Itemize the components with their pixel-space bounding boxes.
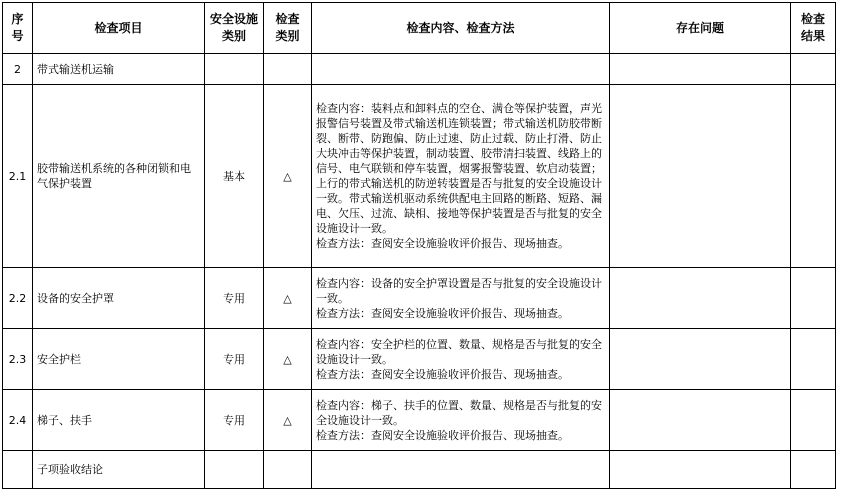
row-category: 基本 xyxy=(205,85,264,268)
row-item: 安全护栏 xyxy=(33,329,205,390)
row-no: 2.1 xyxy=(3,85,33,268)
row-item: 梯子、扶手 xyxy=(33,390,205,451)
row-item: 胶带输送机系统的各种闭锁和电气保护装置 xyxy=(33,85,205,268)
row-method-text: 检查方法：查阅安全设施验收评价报告、现场抽查。 xyxy=(316,428,569,442)
row-content-text: 检查内容：装料点和卸料点的空仓、满仓等保护装置，声光报警信号装置及带式输送机连锁装置；带式输送机防胶带断裂、断带、防跑偏、防止过速、防止过载、防止打滑、防止大块冲击等保护装置，制动装置、胶带清扫装置、线路上的信号、电气联锁和停车装置，烟雾报警装置、软启动装置；上行的带式输送机的防逆转装置是否与批复的安全设施设计一致。带式输送机驱动系统供配电主回路的断路、短路、漏电、欠压、过流、缺相、接地等保护装置是否与批复的安全设施设计一致。 xyxy=(316,102,602,235)
row-content-text: 检查内容：安全护栏的位置、数量、规格是否与批复的安全设施设计一致。 xyxy=(316,337,602,366)
row-category: 专用 xyxy=(205,390,264,451)
conclusion-row xyxy=(3,451,836,489)
header-row xyxy=(3,3,836,54)
conclusion-label: 子项验收结论 xyxy=(33,451,205,489)
header-item: 检查项目 xyxy=(33,3,205,54)
conclusion-issues xyxy=(610,451,791,489)
row-result xyxy=(791,268,836,329)
section-no: 2 xyxy=(3,54,33,85)
row-issues xyxy=(610,268,791,329)
row-content-text: 检查内容：设备的安全护罩设置是否与批复的安全设施设计一致。 xyxy=(316,276,602,305)
section-category xyxy=(205,54,264,85)
inspection-table xyxy=(2,2,836,489)
header-issues: 存在问题 xyxy=(610,3,791,54)
header-category-line1: 安全设施 xyxy=(209,12,258,26)
section-title: 带式输送机运输 xyxy=(33,54,205,85)
row-content xyxy=(312,390,610,451)
header-result-line1: 检查 xyxy=(800,12,825,26)
row-category: 专用 xyxy=(205,268,264,329)
conclusion-result xyxy=(791,451,836,489)
header-content: 检查内容、检查方法 xyxy=(312,3,610,54)
conclusion-type xyxy=(264,451,312,489)
row-type: △ xyxy=(264,390,312,451)
section-type xyxy=(264,54,312,85)
conclusion-content xyxy=(312,451,610,489)
table-row xyxy=(3,329,836,390)
conclusion-no xyxy=(3,451,33,489)
row-no: 2.2 xyxy=(3,268,33,329)
section-row xyxy=(3,54,836,85)
row-type: △ xyxy=(264,329,312,390)
row-no: 2.4 xyxy=(3,390,33,451)
row-type: △ xyxy=(264,268,312,329)
header-category-line2: 类别 xyxy=(221,29,246,43)
row-result xyxy=(791,85,836,268)
section-content xyxy=(312,54,610,85)
header-result xyxy=(791,3,836,54)
row-issues xyxy=(610,390,791,451)
row-result xyxy=(791,390,836,451)
header-type-line2: 类别 xyxy=(275,29,300,43)
row-method-text: 检查方法：查阅安全设施验收评价报告、现场抽查。 xyxy=(316,367,569,381)
header-category xyxy=(205,3,264,54)
row-category: 专用 xyxy=(205,329,264,390)
row-content xyxy=(312,329,610,390)
row-issues xyxy=(610,329,791,390)
row-content-text: 检查内容：梯子、扶手的位置、数量、规格是否与批复的安全设施设计一致。 xyxy=(316,398,602,427)
row-method-text: 检查方法：查阅安全设施验收评价报告、现场抽查。 xyxy=(316,237,569,250)
row-content xyxy=(312,268,610,329)
table-row xyxy=(3,268,836,329)
conclusion-category xyxy=(205,451,264,489)
header-type xyxy=(264,3,312,54)
table-row xyxy=(3,390,836,451)
header-no: 序号 xyxy=(3,3,33,54)
row-method-text: 检查方法：查阅安全设施验收评价报告、现场抽查。 xyxy=(316,306,569,320)
row-no: 2.3 xyxy=(3,329,33,390)
header-type-line1: 检查 xyxy=(275,12,300,26)
row-type: △ xyxy=(264,85,312,268)
row-item: 设备的安全护罩 xyxy=(33,268,205,329)
row-result xyxy=(791,329,836,390)
row-issues xyxy=(610,85,791,268)
section-issues xyxy=(610,54,791,85)
row-content xyxy=(312,85,610,268)
section-result xyxy=(791,54,836,85)
table-row xyxy=(3,85,836,268)
header-result-line2: 结果 xyxy=(800,29,825,43)
